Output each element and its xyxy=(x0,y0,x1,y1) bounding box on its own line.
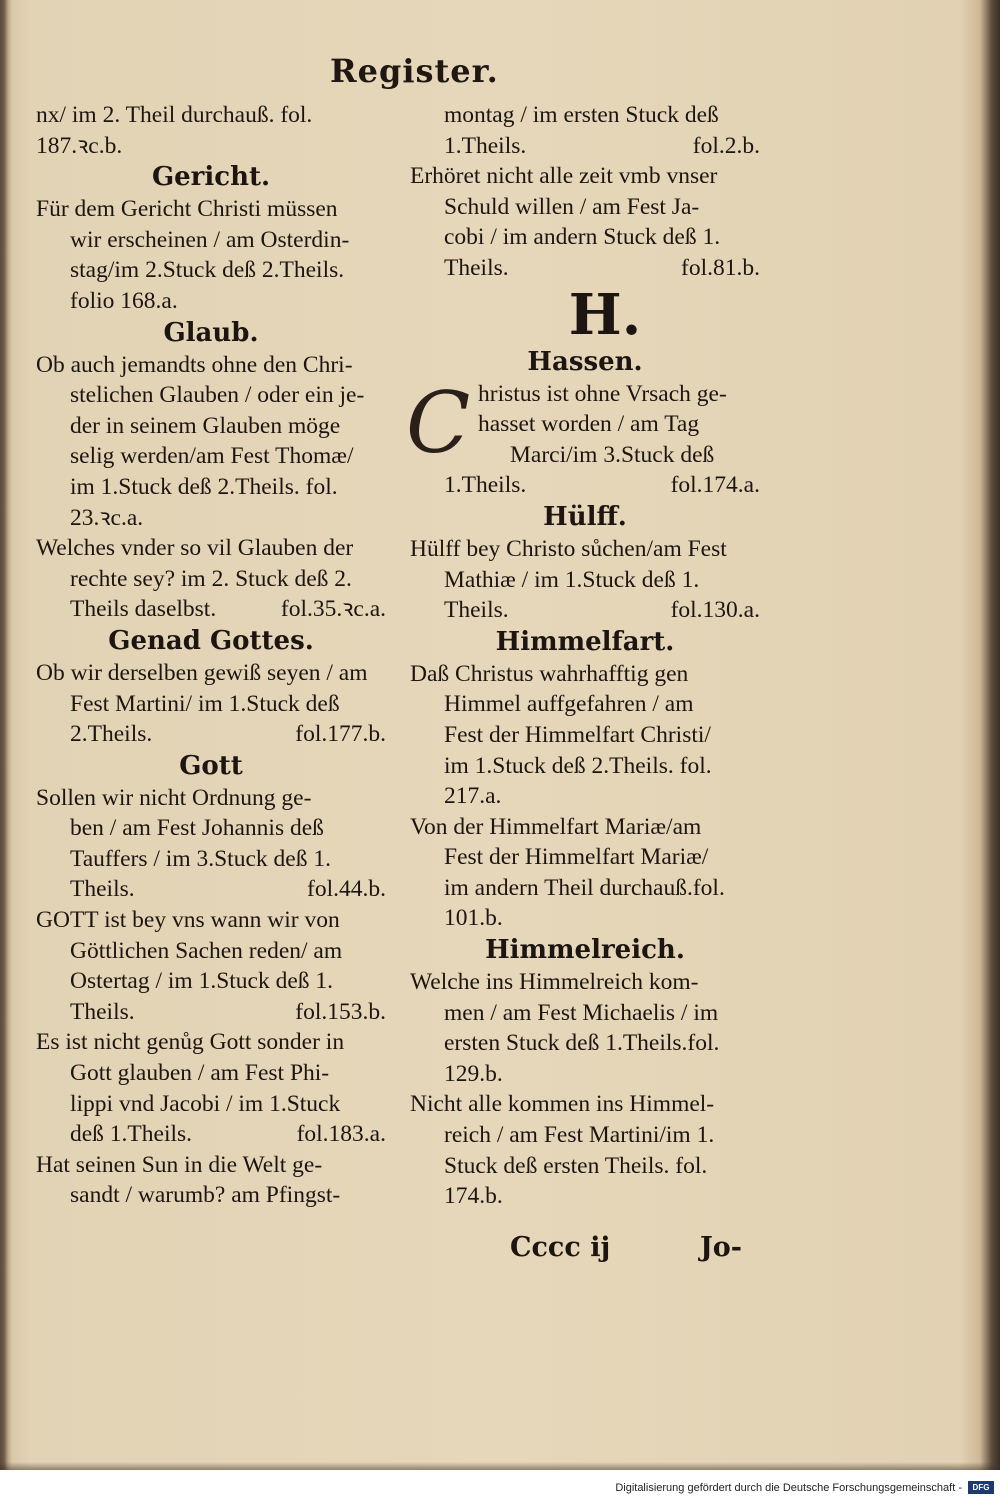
entry-line xyxy=(410,253,760,284)
entry-line: Erhöret nicht alle zeit vmb vnser xyxy=(410,163,718,190)
index-heading: Himmelreich. xyxy=(485,935,685,966)
entry-line: Welche ins Himmelreich kom- xyxy=(410,969,699,996)
entry-line xyxy=(410,595,760,626)
entry-line: Für dem Gericht Christi müssen xyxy=(36,196,338,223)
entry-text: Theils. xyxy=(444,597,509,624)
entry-line: Sollen wir nicht Ordnung ge- xyxy=(36,784,312,811)
entry-line: Fest der Himmelfart Christi/ xyxy=(444,721,711,748)
index-heading: Genad Gottes. xyxy=(108,625,314,656)
entry-line: Fest Martini/ im 1.Stuck deß xyxy=(70,690,340,717)
index-heading: Gott xyxy=(179,750,243,781)
entry-line: GOTT ist bey vns wann wir von xyxy=(36,907,340,934)
entry-line: stag/im 2.Stuck deß 2.Theils. xyxy=(70,257,345,284)
entry-line: Gott glauben / am Fest Phi- xyxy=(70,1060,330,1087)
entry-line: Ostertag / im 1.Stuck deß 1. xyxy=(70,968,334,995)
entry-line: im 1.Stuck deß 2.Theils. fol. xyxy=(444,752,712,779)
right-column-top xyxy=(410,100,760,284)
folio-ref: fol.153.b. xyxy=(295,998,386,1025)
entry-line: rechte sey? im 2. Stuck deß 2. xyxy=(70,565,352,592)
entry-line: 174.b. xyxy=(444,1183,503,1210)
entry-line: Himmel auffgefahren / am xyxy=(444,691,694,718)
index-heading: Glaub. xyxy=(163,317,259,348)
entry-text: 1.Theils. xyxy=(444,132,527,159)
entry-line: 187.ꝛc.b. xyxy=(36,132,123,159)
running-head: Register. xyxy=(330,52,499,90)
entry-line: Ob wir derselben gewiß seyen / am xyxy=(36,659,368,686)
entry-text: Theils. xyxy=(444,254,509,281)
entry-text: 2.Theils. xyxy=(70,721,153,748)
entry-line xyxy=(36,594,386,625)
dfg-logo: DFG xyxy=(968,1481,994,1494)
folio-ref: fol.177.b. xyxy=(295,721,386,748)
entry-line: men / am Fest Michaelis / im xyxy=(444,999,719,1026)
entry-text: Theils. xyxy=(70,876,135,903)
entry-line: sandt / warumb? am Pfingst- xyxy=(70,1182,341,1209)
folio-ref: fol.174.a. xyxy=(670,472,760,499)
entry-line xyxy=(36,1119,386,1150)
entry-line xyxy=(410,470,760,501)
entry-line: der in seinem Glauben möge xyxy=(70,412,341,439)
right-column xyxy=(406,100,760,1212)
folio-ref: fol.44.b. xyxy=(307,876,386,903)
entry-line: folio 168.a. xyxy=(70,287,178,314)
entry-line: reich / am Fest Martini/im 1. xyxy=(444,1122,715,1149)
entry-line: Nicht alle kommen ins Himmel- xyxy=(410,1091,715,1118)
entry-line: ben / am Fest Johannis deß xyxy=(70,815,324,842)
entry-line xyxy=(36,719,386,750)
signature-mark: Cccc ij xyxy=(510,1232,611,1263)
entry-line xyxy=(36,997,386,1028)
entry-line: lippi vnd Jacobi / im 1.Stuck xyxy=(70,1090,341,1117)
entry-line: 217.a. xyxy=(444,783,502,810)
section-letter: H. xyxy=(568,281,642,348)
entry-line: Hülff bey Christo sůchen/am Fest xyxy=(410,535,727,562)
entry-line: Daß Christus wahrhafftig gen xyxy=(410,660,689,687)
entry-line: Schuld willen / am Fest Ja- xyxy=(444,193,700,220)
entry-line: Marci/im 3.Stuck deß xyxy=(510,441,715,468)
entry-line: im 1.Stuck deß 2.Theils. fol. xyxy=(70,473,338,500)
entry-text: 1.Theils. xyxy=(444,472,527,499)
folio-ref: fol.81.b. xyxy=(681,254,760,281)
right-column-bottom xyxy=(410,501,760,1212)
page-edge xyxy=(0,1462,1000,1470)
index-heading: Himmelfart. xyxy=(495,626,675,657)
entry-line: Hat seinen Sun in die Welt ge- xyxy=(36,1151,323,1178)
decorated-initial: C xyxy=(406,373,471,472)
entry-line: ersten Stuck deß 1.Theils.fol. xyxy=(444,1030,720,1057)
entry-line: Mathiæ / im 1.Stuck deß 1. xyxy=(444,566,700,593)
entry-line: Von der Himmelfart Mariæ/am xyxy=(410,813,702,840)
entry-line: 23.ꝛc.a. xyxy=(70,504,144,531)
footer-credit: Digitalisierung gefördert durch die Deutsche Forschungsgemeinschaft - xyxy=(615,1481,962,1494)
entry-line: Stuck deß ersten Theils. fol. xyxy=(444,1152,708,1179)
entry-line: 101.b. xyxy=(444,905,503,932)
entry-line: Ob auch jemandts ohne den Chri- xyxy=(36,351,353,378)
entry-line: cobi / im andern Stuck deß 1. xyxy=(444,224,721,251)
entry-line: selig werden/am Fest Thomæ/ xyxy=(70,443,354,470)
catchword: Jo- xyxy=(700,1232,742,1263)
index-heading: Hülff. xyxy=(543,501,627,532)
entry-line: 129.b. xyxy=(444,1060,503,1087)
folio-ref: fol.130.a. xyxy=(670,597,760,624)
footer xyxy=(0,1478,1000,1497)
entry-text: Theils. xyxy=(70,998,135,1025)
entry-line: Tauffers / im 3.Stuck deß 1. xyxy=(70,845,331,872)
entry-line: montag / im ersten Stuck deß xyxy=(444,102,719,128)
entry-line: wir erscheinen / am Osterdin- xyxy=(70,226,350,253)
entry-line: Fest der Himmelfart Mariæ/ xyxy=(444,844,709,871)
entry-line: hristus ist ohne Vrsach ge- xyxy=(478,380,727,407)
folio-ref: fol.183.a. xyxy=(296,1121,386,1148)
entry-line: Göttlichen Sachen reden/ am xyxy=(70,937,343,964)
entry-text: Theils daselbst. xyxy=(70,596,217,623)
entry-text: deß 1.Theils. xyxy=(70,1121,193,1148)
entry-line: Welches vnder so vil Glauben der xyxy=(36,535,354,562)
entry-line xyxy=(410,131,760,162)
folio-ref: fol.2.b. xyxy=(692,132,760,159)
index-heading: Gericht. xyxy=(151,162,271,193)
entry-line: nx/ im 2. Theil durchauß. fol. xyxy=(36,102,313,128)
heading-hassen: Hassen. xyxy=(527,346,643,377)
entry-line: stelichen Glauben / oder ein je- xyxy=(70,382,365,409)
entry-line: hasset worden / am Tag xyxy=(478,411,700,438)
folio-ref: fol.35.ꝛc.a. xyxy=(280,596,386,623)
entry-line: im andern Theil durchauß.fol. xyxy=(444,874,725,901)
entry-hassen xyxy=(406,373,760,501)
left-column xyxy=(36,100,386,1211)
entry-line xyxy=(36,874,386,905)
entry-line: Es ist nicht genůg Gott sonder in xyxy=(36,1029,345,1056)
